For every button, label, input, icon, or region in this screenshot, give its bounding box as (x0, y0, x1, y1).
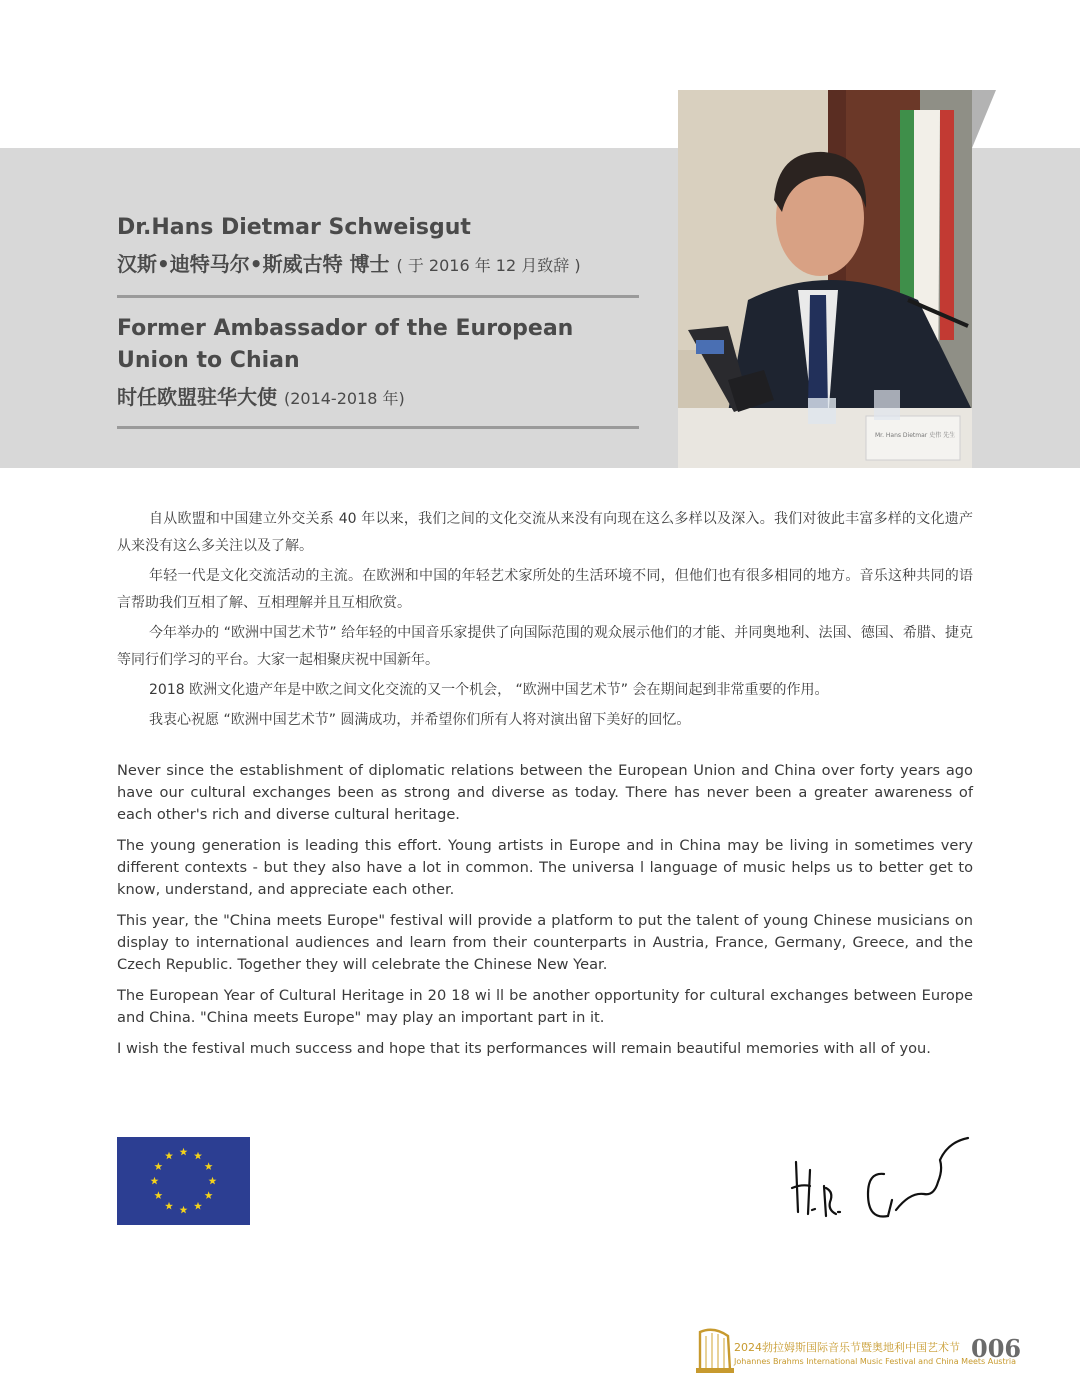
name-english: Dr.Hans Dietmar Schweisgut (117, 215, 471, 240)
en-paragraph: The young generation is leading this effort. Young artists in Europe and in China may be living in sometimes very different contexts - but they also have a lot in common. The universa l language of music helps us to better get to know, understand, and appreciate each other. (117, 837, 973, 898)
placard-text: Mr. Hans Dietmar 史伟 先生 (875, 432, 956, 439)
title-chinese (117, 381, 657, 415)
english-letter-body (117, 760, 973, 1069)
footer-festival-chinese: 2024勃拉姆斯国际音乐节暨奥地利中国艺术节 (734, 1341, 960, 1354)
en-paragraph: This year, the "China meets Europe" festival will provide a platform to put the talent of young Chinese musicians on display to international audiences and learn from their counterparts in Austria, France, Germany, Greece, and the Czech Republic. Together they will celebrate the Chinese New Year. (117, 912, 973, 973)
term-years-note: (2014-2018 年) (283, 389, 405, 408)
cn-paragraph: 2018 欧洲文化遗产年是中欧之间文化交流的又一个机会， “欧洲中国艺术节” 会在期间起到非常重要的作用。 (149, 682, 829, 698)
ambassador-photo (678, 90, 972, 468)
divider-rule-2 (117, 426, 639, 429)
cn-paragraph: 自从欧盟和中国建立外交关系 40 年以来，我们之间的文化交流从来没有向现在这么多样以及深入。我们对彼此丰富多样的文化遗产从来没有这么多关注以及了解。 (117, 511, 973, 554)
cn-paragraph: 今年举办的 “欧洲中国艺术节” 给年轻的中国音乐家提供了向国际范围的观众展示他们的才能、并同奥地利、法国、德国、希腊、捷克等同行们学习的平台。大家一起相聚庆祝中国新年。 (117, 625, 973, 668)
page-number: 006 (971, 1334, 1022, 1363)
divider-rule-1 (117, 295, 639, 298)
cn-paragraph: 我衷心祝愿 “欧洲中国艺术节” 圆满成功，并希望你们所有人将对演出留下美好的回忆。 (149, 712, 691, 728)
chinese-letter-body (117, 506, 973, 737)
cn-paragraph: 年轻一代是文化交流活动的主流。在欧洲和中国的年轻艺术家所处的生活环境不同，但他们也有很多相同的地方。音乐这种共同的语言帮助我们互相了解、互相理解并且互相欣赏。 (117, 568, 973, 611)
en-paragraph: I wish the festival much success and hope that its performances will remain beautiful memories with all of you. (117, 1040, 931, 1057)
footer-festival-english: Johannes Brahms International Music Festival and China Meets Austria (734, 1357, 1017, 1366)
eu-flag-icon (117, 1137, 250, 1225)
en-paragraph: The European Year of Cultural Heritage in 20 18 wi ll be another opportunity for cultural exchanges between Europe and China. "China meets Europe" may play an important part in it. (117, 987, 973, 1026)
festival-harp-logo-icon (694, 1324, 736, 1374)
header-triangle-accent (972, 90, 996, 148)
en-paragraph: Never since the establishment of diplomatic relations between the European Union and China over forty years ago have our cultural exchanges been as strong and diverse as today. There has never been a greater awareness of each other's rich and diverse cultural heritage. (117, 762, 973, 823)
name-chinese (117, 248, 657, 282)
signature (788, 1130, 973, 1230)
name-chinese-text: 汉斯•迪特马尔•斯威古特 博士 (117, 252, 390, 276)
speech-date-note: ( 于 2016 年 12 月致辞 ) (396, 256, 581, 275)
title-chinese-text: 时任欧盟驻华大使 (117, 385, 277, 409)
title-english: Former Ambassador of the European Union to Chian (117, 316, 574, 373)
